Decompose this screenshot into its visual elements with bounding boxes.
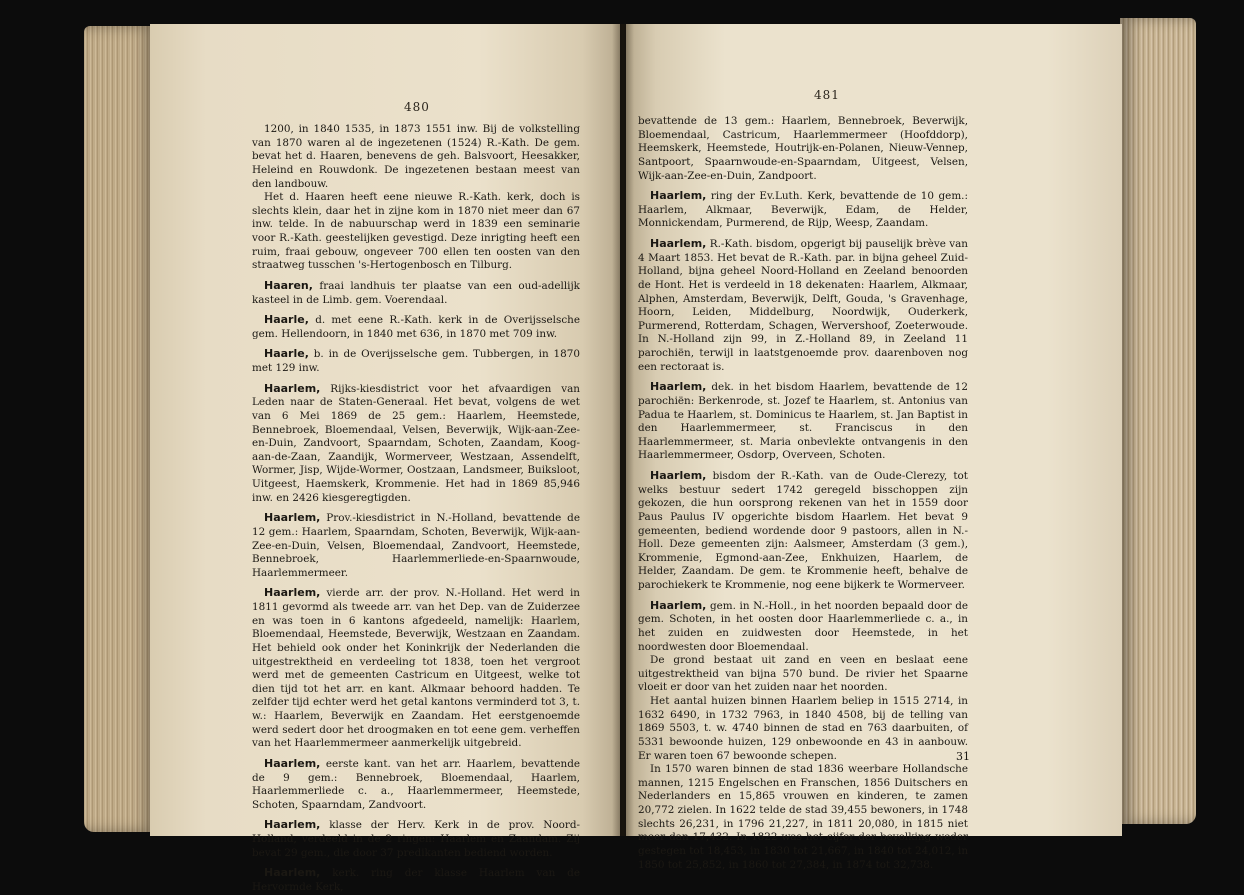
entry-text: vierde arr. der prov. N.-Holland. Het werd in 1811 gevormd als tweede arr. van het Dep. van de Zuiderzee en was toen in 6 kantons afgedeeld, namelijk: Haarlem, Bloemendaal, Heemstede, Beverwijk, Westzaan en Zaandam. Het behield ook onder het Koninkrijk der Nederlanden die uitgestrektheid en verdeeling tot 1838, toen het vergroot werd met de gemeenten Castricum en Uitgeest, welke tot dien tijd tot het arr. en kant. Alkmaar behoord hadden. Te zelfder tijd echter werd het getal kantons verminderd tot 3, t. w.: Haarlem, Beverwijk en Zaandam. Het eerstgenoemde werd sedert door het droogmaken en tot eene gem. verheffen van het Haarlemmermeer aanmerkelijk uitgebreid. <box>252 587 580 750</box>
page-number-right: 481 <box>814 88 840 102</box>
entry-text: b. in de Overijsselsche gem. Tubbergen, in 1870 met 129 inw. <box>252 348 580 374</box>
entry-text: eerste kant. van het arr. Haarlem, bevattende de 9 gem.: Bennebroek, Bloemendaal, Haarlem, Haarlemmerliede c. a., Haarlemmermeer, Heemstede, Schoten, Spaarndam, Zandvoort. <box>252 757 580 811</box>
entry-paragraph <box>638 237 968 374</box>
entry-headword: Haarlem, <box>264 756 321 770</box>
entry-text: Rijks-kiesdistrict voor het afvaardigen van Leden naar de Staten-Generaal. Het bevat, volgens de wet van 6 Mei 1869 de 25 gem.: Haarlem, Heemstede, Bennebroek, Bloemendaal, Velsen, Beverwijk, Wijk-aan-Zee-en-Duin, Zandvoort, Spaarndam, Schoten, Zaandam, Koog-aan-de-Zaan, Zaandijk, Wormerveer, Westzaan, Assendelft, Wormer, Jisp, Wijde-Wormer, Oostzaan, Landsmeer, Buiksloot, Uitgeest, Haemskerk, Krommenie. Het had in 1869 85,946 inw. en 2426 kiesgeregtigden. <box>252 382 580 504</box>
entry-text: De grond bestaat uit zand en veen en beslaat eene uitgestrektheid van bijna 570 bund. De rivier het Spaarne vloeit er door van het zuiden naar het noorden. <box>638 654 968 694</box>
entry-text: bevattende de 13 gem.: Haarlem, Bennebroek, Beverwijk, Bloemendaal, Castricum, Haarlemmermeer (Hoofddorp), Heemskerk, Heemstede, Houtrijk-en-Polanen, Nieuw-Vennep, Santpoort, Spaarnwoude-en-Spaarndam, Uitgeest, Velsen, Wijk-aan-Zee-en-Duin, Zandpoort. <box>638 115 968 182</box>
entry-text: kerk. ring der klasse Haarlem van de Hervormde Kerk, <box>252 867 580 893</box>
entry-headword: Haarlem, <box>650 380 707 394</box>
entry-headword: Haarlem, <box>264 586 321 600</box>
entry-paragraph <box>252 586 580 751</box>
entry-text: bisdom der R.-Kath. van de Oude-Clerezy, tot welks bestuur sedert 1742 geregeld bisschoppen zijn gekozen, die hun oorsprong rekenen van het in 1559 door Paus Paulus IV opgerichte bisdom Haarlem. Het bevat 9 gemeenten, bediend wordende door 9 pastoors, allen in N.-Holl. Deze gemeenten zijn: Aalsmeer, Amsterdam (3 gem.), Krommenie, Egmond-aan-Zee, Enkhuizen, Haarlem, de Helder, Zaandam. De gem. te Krommenie heeft, behalve de parochiekerk te Krommenie, nog eene bijkerk te Wormerveer. <box>638 470 968 591</box>
entry-headword: Haarle, <box>264 313 309 327</box>
entry-text: R.-Kath. bisdom, opgerigt bij pauselijk brève van 4 Maart 1853. Het bevat de R.-Kath. par. in bijna geheel Zuid-Holland, bijna geheel Noord-Holland en Zeeland benoorden de Hont. Het is verdeeld in 18 dekenaten: Haarlem, Alkmaar, Alphen, Amsterdam, Beverwijk, Delft, Gouda, 's Gravenhage, Hoorn, Leiden, Middelburg, Noordwijk, Ouderkerk, Purmerend, Rotterdam, Schagen, Wervershoof, Zoeterwoude. In N.-Holland zijn 99, in Z.-Holland 89, in Zeeland 11 parochiën, terwijl in laatstgenoemde prov. daarenboven nog een rectoraat is. <box>638 238 969 373</box>
entry-text: Het aantal huizen binnen Haarlem beliep in 1515 2714, in 1632 6490, in 1732 7963, in 1840 4508, bij de telling van 1869 5503, t. w. 4740 binnen de stad en 763 daarbuiten, of 5331 bewoonde huizen, 129 onbewoonde en 43 in aanbouw. Er waren toen 67 bewoonde schepen. <box>638 695 968 762</box>
book-gutter <box>612 24 634 836</box>
entry-headword: Haarlem, <box>264 818 321 832</box>
book-edge-right <box>1120 18 1196 824</box>
entry-paragraph <box>252 866 580 894</box>
entry-paragraph <box>638 115 968 183</box>
entry-headword: Haarlem, <box>650 598 707 612</box>
entry-paragraph <box>252 511 580 580</box>
entry-paragraph <box>638 654 968 695</box>
entry-paragraph <box>638 380 968 463</box>
entry-paragraph <box>638 695 968 763</box>
entry-paragraph <box>252 123 580 191</box>
entry-text: fraai landhuis ter plaatse van een oud-adellijk kasteel in de Limb. gem. Voerendaal. <box>252 279 580 306</box>
entry-text: gem. in N.-Holl., in het noorden bepaald door de gem. Schoten, in het oosten door Haarlemmerliede c. a., in het zuiden en zuidwesten door Heemstede, in het noordwesten door Bloemendaal. <box>638 599 968 653</box>
entry-paragraph <box>638 599 968 655</box>
entry-headword: Haaren, <box>264 278 313 292</box>
entry-headword: Haarlem, <box>650 189 707 203</box>
entry-headword: Haarlem, <box>264 866 321 880</box>
entry-paragraph <box>638 469 968 593</box>
entry-paragraph <box>252 818 580 860</box>
entry-paragraph <box>638 189 968 231</box>
entry-text: dek. in het bisdom Haarlem, bevattende de 12 parochiën: Berkenrode, st. Jozef te Haarlem, st. Antonius van Padua te Haarlem, st. Dominicus te Haarlem, st. Jan Baptist in den Haarlemmermeer, st. Franciscus in den Haarlemmermeer, st. Maria onbevlekte ontvangenis in den Haarlemmermeer, Osdorp, Overveen, Schoten. <box>638 381 968 462</box>
entry-paragraph <box>252 313 580 341</box>
entry-text: klasse der Herv. Kerk in de prov. Noord-Holland, verdeeld in de 2 ringen: Haarlem en Zaandam. Zij bevat 29 gem., die door 37 predikanten bediend worden. <box>252 819 580 859</box>
entry-text: ring der Ev.Luth. Kerk, bevattende de 10 gem.: Haarlem, Alkmaar, Beverwijk, Edam, de Helder, Monnickendam, Purmerend, de Rijp, Weesp, Zaandam. <box>638 190 968 230</box>
entry-text: In 1570 waren binnen de stad 1836 weerbare Hollandsche mannen, 1215 Engelschen en Franschen, 1856 Duitschers en Nederlanders en 15,865 vrouwen en kinderen, te zamen 20,772 zielen. In 1622 telde de stad 39,455 bewoners, in 1748 slechts 26,231, in 1796 21,227, in 1811 20,080, in 1815 niet meer dan 17,432. In 1822 was het cijfer der bevolking weder gestegen tot 18,453, in 1830 tot 21,667, in 1840 tot 24,012, in 1850 tot 25,852, in 1860 tot 27,384, in 1874 tot 32,738. <box>638 763 969 871</box>
entry-text: 1200, in 1840 1535, in 1873 1551 inw. Bij de volkstelling van 1870 waren al de ingezetenen (1524) R.-Kath. De gem. bevat het d. Haaren, benevens de geh. Balsvoort, Heesakker, Heleind en Rouwdonk. De ingezetenen bestaan meest van den landbouw. <box>252 123 580 190</box>
entry-paragraph <box>252 382 580 506</box>
entry-text: Het d. Haaren heeft eene nieuwe R.-Kath. kerk, doch is slechts klein, daar het in zijne kom in 1870 niet meer dan 67 inw. telde. In de nabuurschap werd in 1839 een seminarie voor R.-Kath. geestelijken gevestigd. Deze inrigting heeft een ruim, fraai gebouw, ongeveer 700 ellen ten oosten van den straatweg tusschen 's-Hertogenbosch en Tilburg. <box>252 191 580 272</box>
book-edge-left <box>84 26 156 832</box>
entry-paragraph <box>252 191 580 273</box>
entry-paragraph <box>252 347 580 375</box>
entry-headword: Haarlem, <box>650 469 707 482</box>
right-page-text <box>638 115 968 872</box>
entry-text: Prov.-kiesdistrict in N.-Holland, bevattende de 12 gem.: Haarlem, Spaarndam, Schoten, Beverwijk, Wijk-aan-Zee-en-Duin, Velsen, Bloemendaal, Zandvoort, Heemstede, Bennebroek, Haarlemmerliede-en-Spaarnwoude, Haarlemmermeer. <box>252 512 580 579</box>
entry-headword: Haarlem, <box>650 237 707 250</box>
entry-headword: Haarle, <box>264 347 309 361</box>
entry-text: d. met eene R.-Kath. kerk in de Overijsselsche gem. Hellendoorn, in 1840 met 636, in 1870 met 709 inw. <box>252 314 580 340</box>
entry-paragraph <box>252 757 580 813</box>
right-page <box>626 24 1122 871</box>
entry-headword: Haarlem, <box>264 511 321 525</box>
signature-mark: 31 <box>956 750 970 763</box>
left-page-text <box>252 123 580 895</box>
page-number-left: 480 <box>404 100 430 114</box>
entry-headword: Haarlem, <box>264 381 321 395</box>
left-page <box>150 24 620 893</box>
entry-paragraph <box>252 279 580 307</box>
entry-paragraph <box>638 763 968 872</box>
